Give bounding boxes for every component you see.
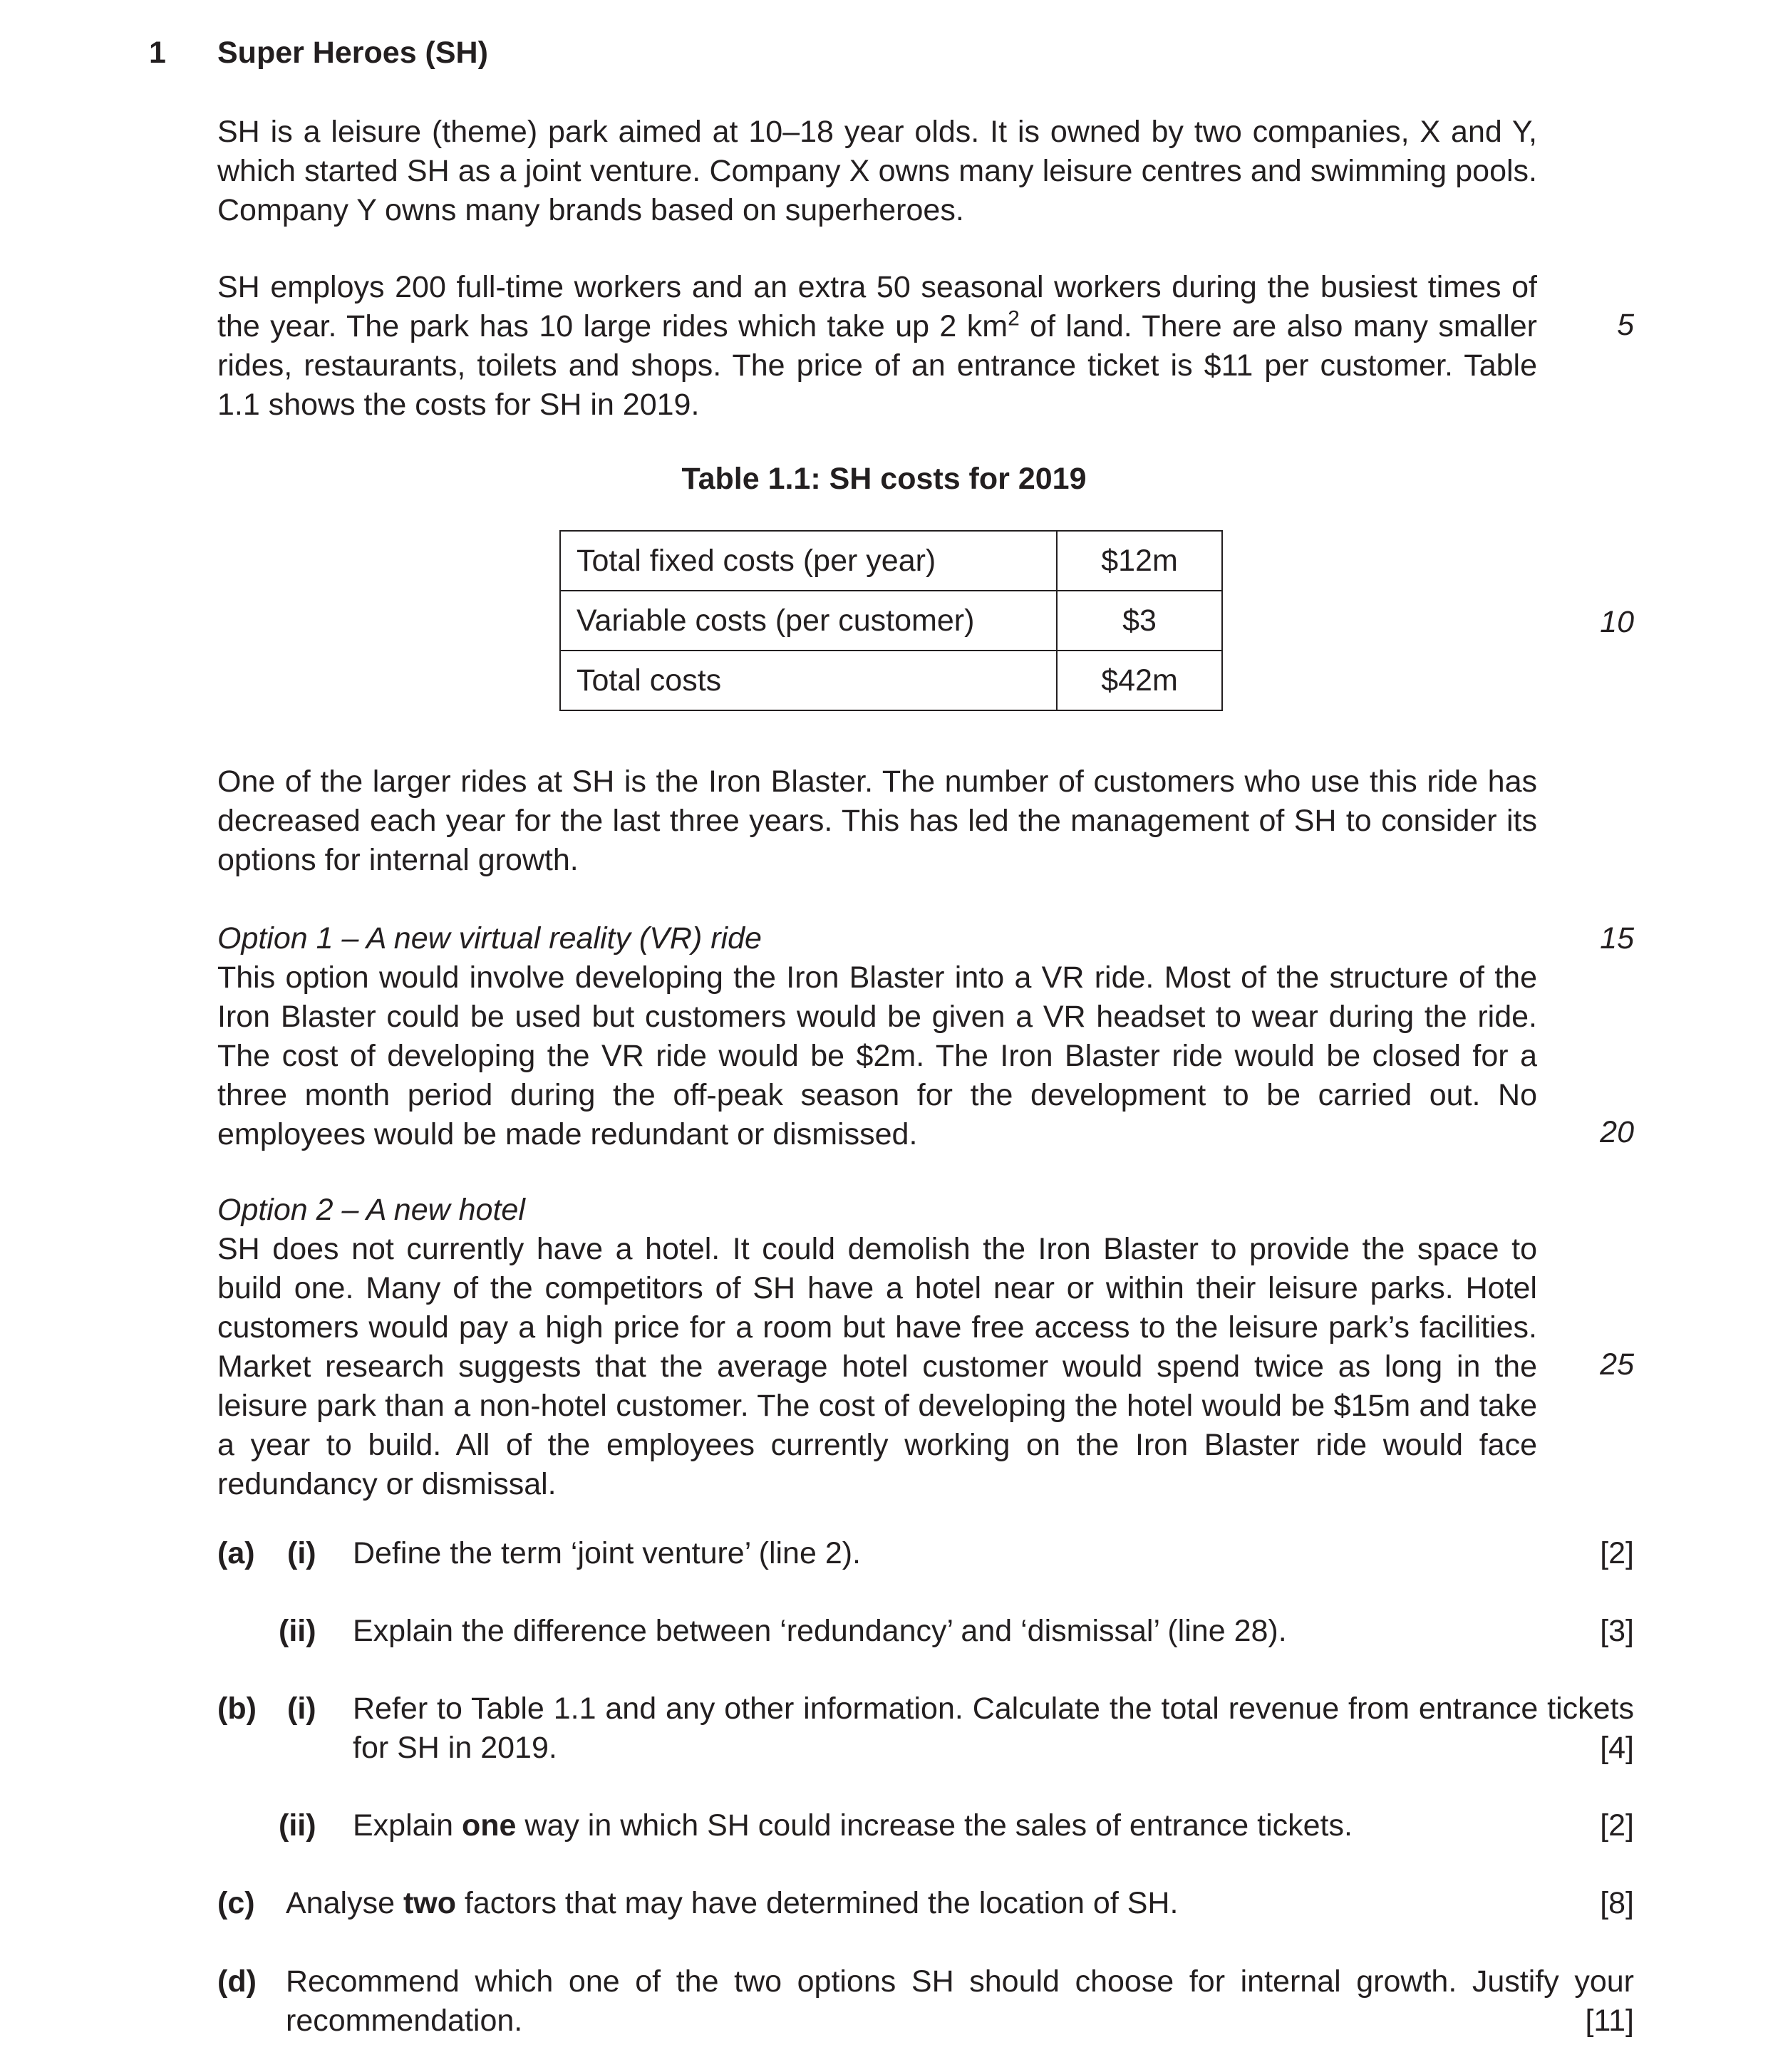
table-cell-value: $42m	[1057, 651, 1222, 710]
option-1-body: This option would involve developing the Iron Blaster into a VR ride. Most of the structure of the Iron Blaster could be used but customers would be given a VR headset to wear during the ride. The cost of developing the VR ride would be $2m. The Iron Blaster ride would be closed for a three month period during the off-peak season for the development to be carried out. No employees would be made redundant or dismissed.	[217, 960, 1537, 1151]
option-2-heading: Option 2 – A new hotel	[217, 1193, 525, 1227]
table-cell-label: Total costs	[560, 651, 1057, 710]
iron-blaster-paragraph: One of the larger rides at SH is the Iron Blaster. The number of customers who use this ride has decreased each year for the last three years. This has led the management of SH to consider its options for internal growth.	[217, 765, 1537, 877]
table-cell-label: Total fixed costs (per year)	[560, 531, 1057, 591]
employees-paragraph	[217, 268, 1537, 425]
part-a-i-text: Define the term ‘joint venture’ (line 2).	[353, 1536, 862, 1570]
part-c-text-pre: Analyse	[286, 1886, 403, 1920]
table-cell-value: $3	[1057, 591, 1222, 651]
table-caption: Table 1.1: SH costs for 2019	[681, 462, 1087, 496]
part-c-text-post: factors that may have determined the location of SH.	[455, 1886, 1179, 1920]
part-c-label: (c)	[217, 1886, 255, 1920]
employees-text-b: of land. There are also many smaller rides, restaurants, toilets and shops. The price of an entrance ticket is $11 per customer. Table 1.1 shows the costs for SH in 2019.	[217, 309, 1538, 422]
part-c-text-bold: two	[403, 1886, 456, 1920]
line-number-10: 10	[1600, 605, 1634, 639]
option-1-block	[217, 919, 1537, 1154]
part-c-text	[286, 1884, 1497, 1923]
part-b-ii-label: (ii)	[279, 1808, 316, 1843]
part-b-i-label: (i)	[287, 1692, 316, 1726]
line-number-20: 20	[1600, 1115, 1634, 1149]
part-a-ii-text: Explain the difference between ‘redundancy’ and ‘dismissal’ (line 28).	[353, 1614, 1287, 1648]
part-b-ii-text	[353, 1806, 1564, 1845]
part-b-ii-text-bold: one	[461, 1808, 517, 1843]
intro-paragraph: SH is a leisure (theme) park aimed at 10–18 year olds. It is owned by two companies, X and Y, which started SH as a joint venture. Company X owns many leisure centres and swimming pools. Company Y owns many brands based on superheroes.	[217, 115, 1537, 227]
table-row	[560, 531, 1222, 591]
employees-text-a: SH employs 200 full-time workers and an extra 50 seasonal workers during the busiest times of the year. The park has 10 large rides which take up 2 km	[217, 270, 1537, 343]
part-b-ii-text-pre: Explain	[353, 1808, 462, 1843]
line-number-5: 5	[1617, 308, 1634, 342]
part-d-marks: [11]	[1585, 2004, 1634, 2038]
table-row	[560, 591, 1222, 651]
line-number-25: 25	[1600, 1347, 1634, 1382]
part-a-i-marks: [2]	[1600, 1536, 1634, 1570]
part-b-i-text: Refer to Table 1.1 and any other information. Calculate the total revenue from entrance tickets for SH in 2019.	[353, 1692, 1634, 1765]
part-a-i-label: (i)	[287, 1536, 316, 1570]
option-2-block	[217, 1191, 1537, 1504]
part-d-label: (d)	[217, 1964, 257, 1999]
option-2-body: SH does not currently have a hotel. It could demolish the Iron Blaster to provide the space to build one. Many of the competitors of SH have a hotel near or within their leisure parks. Hotel customers would pay a high price for a room but have free access to the leisure park’s facilities. Market research suggests that the average hotel customer would spend twice as long in the leisure park than a non-hotel customer. The cost of developing the hotel would be $15m and take a year to build. All of the employees currently working on the Iron Blaster ride would face redundancy or dismissal.	[217, 1232, 1537, 1501]
question-number: 1	[149, 36, 166, 70]
part-b-ii-text-post: way in which SH could increase the sales of entrance tickets.	[516, 1808, 1353, 1843]
question-title: Super Heroes (SH)	[217, 36, 488, 70]
table-cell-value: $12m	[1057, 531, 1222, 591]
part-a-ii-marks: [3]	[1600, 1614, 1634, 1648]
line-number-15: 15	[1600, 921, 1634, 955]
part-c-marks: [8]	[1600, 1886, 1634, 1920]
part-b-i-marks: [4]	[1600, 1731, 1634, 1765]
part-d-text: Recommend which one of the two options SH should choose for internal growth. Justify your recommendation.	[286, 1964, 1634, 2038]
part-a-ii-label: (ii)	[279, 1614, 316, 1648]
table-cell-label: Variable costs (per customer)	[560, 591, 1057, 651]
part-a-label: (a)	[217, 1536, 255, 1570]
table-row	[560, 651, 1222, 710]
part-b-label: (b)	[217, 1692, 257, 1726]
part-b-ii-marks: [2]	[1600, 1808, 1634, 1843]
superscript-2: 2	[1008, 306, 1020, 331]
costs-table	[559, 530, 1223, 711]
option-1-heading: Option 1 – A new virtual reality (VR) ride	[217, 921, 762, 955]
